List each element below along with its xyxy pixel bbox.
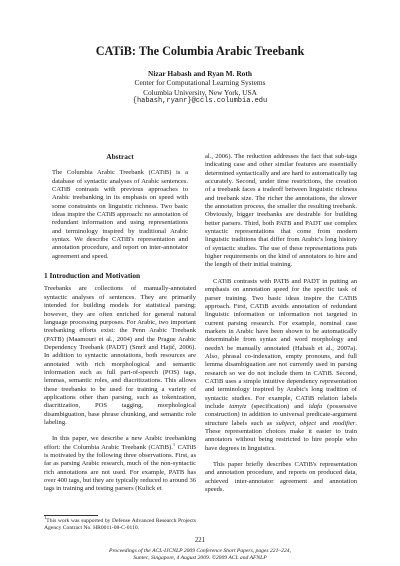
right-column <box>205 153 357 502</box>
affiliation-line-2: Columbia University, New York, USA <box>143 87 257 97</box>
intro-paragraph-2-rest: CATiB is motivated by the following three observations. First, as far as parsing Arabic research, much of the non-syntactic rich annotations are not used. For example, PATB has over 400 tags, but they are typically reduced to around 36 tags in training and testing parsers (Kulick et <box>44 443 196 493</box>
intro-paragraph-1: Treebanks are collections of manually-annotated syntactic analyses of sentences. They are primarily intended for building models for statistical parsing; however, they are often enriched for general natural language processing purposes. For Arabic, two important treebanking efforts exist: the Penn Arabic Treebank (PATB) (Maamouri et al., 2004) and the Prague Arabic Dependency Treebank (PADT) (Smrž and Hajič, 2006). In addition to syntactic annotations, both resources are annotated with rich morphological and semantic information such as full part-of-speech (POS) tags, lemmas, semantic roles, and diacritizations. This allows these treebanks to be used for training a variety of applications other than parsing, such as tokenization, diacritization, POS tagging, morphological disambiguation, base phrase chunking, and semantic role labeling. <box>44 285 196 426</box>
affiliation-line-1: Center for Computational Learning Systems <box>134 78 266 88</box>
p4-text-e: . These representation choices make it easier to train annotators without being restricted to hire people who have degrees in linguistics. <box>205 419 357 452</box>
footnote-text: This work was supported by Defense Advanced Research Projects Agency Contract No. HR0011-08-C-0110. <box>44 518 196 531</box>
proceedings-line-1: Proceedings of the ACL-IJCNLP 2009 Conference Short Papers, pages 221–224, <box>109 548 291 554</box>
p4-text-c: (possessive construction) in addition to universal predicate-argument structure labels such as <box>205 402 357 427</box>
footnote <box>44 515 196 532</box>
intro-paragraph-2 <box>44 435 196 493</box>
abstract-text: The Columbia Arabic Treebank (CATiB) is a database of syntactic analyses of Arabic sentences. CATiB contrasts with previous approaches to Arabic treebanking in its emphasis on speed with some constraints on linguistic richness. Two basic ideas inspire the CATiB approach: no annotation of redundant information and using representations and terminology inspired by traditional Arabic syntax. We describe CATiB's representation and annotation procedure, and report on inter-annotator agreement and speed. <box>52 169 188 260</box>
author-block <box>0 69 400 107</box>
p4-term-subject-object: subject, object <box>276 419 317 427</box>
footnote-marker: 1 <box>172 441 176 447</box>
intro-paragraph-2-start: In this paper, we describe a new Arabic treebanking effort: the Columbia Arabic Treebank (CATiB). <box>44 435 196 451</box>
p4-term-modifier: modifier <box>333 419 356 427</box>
p4-text-a: CATiB contrasts with PATB and PADT in putting an emphasis on annotation speed for the specific task of parser training. Two basic ideas inspire the CATiB approach. First, CATiB avoids annotation of redundant linguistic information or information not targeted in current parsing research. For example, nominal case markers in Arabic have been shown to be automatically determinable from syntax and word morphology and needn't be manually annotated (Habash et al., 2007a). Also, phrasal co-indexation, empty pronouns, and full lemma disambiguation are not currently used in parsing research so we do not include them in CATiB. Second, CATiB uses a simple intuitive dependency representation and terminology inspired by Arabic's long tradition of syntactic studies. For example, CATiB relation labels include <box>205 277 357 410</box>
intro-paragraph-4 <box>205 278 357 453</box>
left-column <box>44 153 196 502</box>
page-number: 221 <box>194 537 206 544</box>
p4-text-b: (specification) and <box>246 402 309 410</box>
p4-term-idafa: idafa <box>308 402 323 410</box>
p4-text-d: and <box>316 419 334 427</box>
footnote-divider <box>44 515 98 516</box>
proceedings-footer <box>0 548 400 562</box>
author-email: {habash,ryanr}@ccls.columbia.edu <box>132 97 268 106</box>
intro-paragraph-5: This paper briefly describes CATiB's representation and annotation procedure, and reports on produced data, achieved inter-annotator agreement and annotation speeds. <box>205 461 357 494</box>
author-names: Nizar Habash and Ryan M. Roth <box>148 69 252 78</box>
intro-paragraph-3: al., 2006). The reduction addresses the fact that sub-tags indicating case and other similar features are essentially determined syntactically and are hard to automatically tag accurately. Second, under time restrictions, the creation of a treebank faces a tradeoff between linguistic richness and treebank size. The richer the annotations, the slower the annotation process, the smaller the resulting treebank. Obviously, bigger treebanks are desirable for building better parsers. Third, both PATB and PADT use complex syntactic representations that come from modern linguistic traditions that differ from Arabic's long history of syntactic studies. The use of these representations puts higher requirements on the kind of annotators to hire and the length of their initial training. <box>205 153 357 269</box>
p4-term-tamyiz: tamyiz <box>229 402 247 410</box>
proceedings-line-2: Suntec, Singapore, 4 August 2009. ©2009 ACL and AFNLP <box>133 554 267 561</box>
paper-title: CATiB: The Columbia Arabic Treebank <box>95 44 305 58</box>
section-heading-introduction: 1 Introduction and Motivation <box>44 271 141 281</box>
abstract-heading: Abstract <box>106 152 134 161</box>
footnote-number: 1 <box>44 515 47 521</box>
